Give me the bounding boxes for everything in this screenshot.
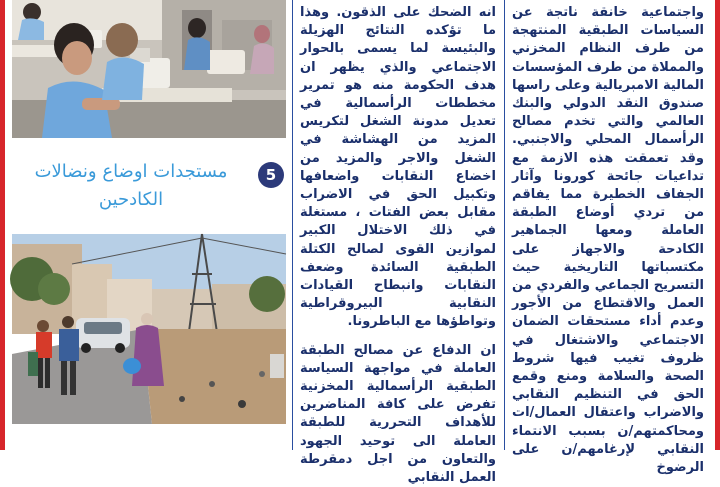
section-title [12, 158, 250, 214]
article-paragraph: انه الضحك على الذقون. وهذا ما تؤكده النتائج الهزيلة والبئيسة لما يسمى بالحوار الاجتماعي والذي يظهر ان هدف الحكومة منه هو تمرير مخططات الرأسمالية في تعديل مدونة الشغل لتكريس المزيد من الهشاشة في الشغل والاجر والمزيد من اخضاع النقابات واضعافها وتكبيل الحق في الاضراب مقابل بعض الفتات ، مستغلة في ذلك الاختلال الكبير لموازين القوى لصالح الكتلة الطبقية السائدة وضعف النقابات وانبطاح القيادات النقابية البيروقراطية وتواطؤها مع الباطرونا. [300, 5, 496, 330]
article-column-middle [296, 0, 500, 486]
article-column-right [508, 0, 708, 476]
section-number-badge: 5 [258, 162, 284, 188]
section-title-line: الكادحين [98, 189, 164, 210]
article-paragraph: ان الدفاع عن مصالح الطبقة العاملة في مواجهة السياسة الطبقية الرأسمالية المخزنية تفرض على كافة المناضرين للأهداف التحررية للطبقة العاملة الى توحيد الجهود والتعاون من اجل دمقرطة العمل النقابي [300, 342, 496, 486]
column-separator [504, 0, 505, 450]
page-border-left [0, 0, 5, 450]
street-scene-photo [12, 234, 286, 424]
page-border-right [715, 0, 720, 450]
section-title-line: مستجدات اوضاع ونضالات [34, 161, 228, 182]
column-separator [292, 0, 293, 450]
factory-workers-photo [12, 0, 286, 138]
section-heading [12, 158, 286, 220]
article-paragraph: واجتماعية خانقة ناتجة عن السياسات الطبقية المنتهجة من طرف النظام المخزني والمملاة من طرف المؤسسات المالية الامبريالية وعلى راسها صندوق النقد الدولي والبنك العالمي والتي تخدم مصالح الرأسمال المحلي والاجنبي. وقد تعمقت هذه الازمة مع تداعيات جائحة كورونا وآثار الجفاف الخطيرة مما يفاقم من تردي أوضاع الطبقة العاملة ومعها الجماهير الكادحة والاجهاز على مكتسباتها التاريخية حيث التسريح الجماعي والفردي من العمل والاقتطاع من الأجور وعدم أداء مستحقات الضمان الاجتماعي والاشتغال في ظروف تغيب فيها شروط الصحة والسلامة ومنع وقمع الحق في التنظيم النقابي والاضراب واعتقال العمال/ات ومحاكمتهم/ن بسبب الانتماء النقابي لإرغامهم/ن على الرضوخ [512, 5, 704, 476]
